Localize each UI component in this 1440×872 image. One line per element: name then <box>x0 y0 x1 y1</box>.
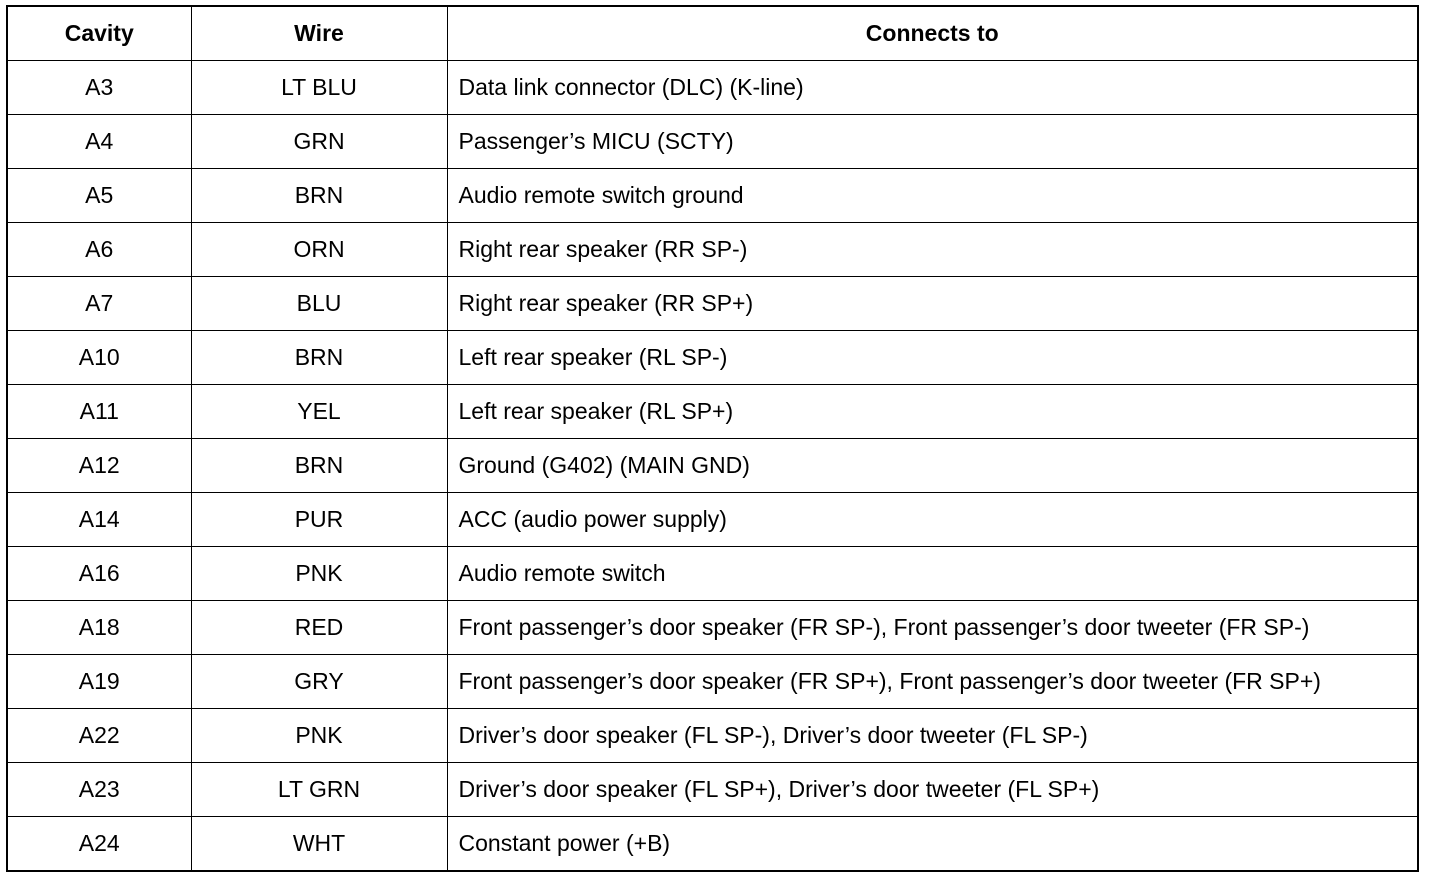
connects-to-cell: Front passenger’s door speaker (FR SP+), Front passenger’s door tweeter (FR SP+) <box>447 655 1418 709</box>
connects-to-cell: Audio remote switch ground <box>447 169 1418 223</box>
wire-cell: PNK <box>191 547 447 601</box>
wire-cell: BLU <box>191 277 447 331</box>
cavity-cell: A10 <box>7 331 191 385</box>
wire-cell: BRN <box>191 169 447 223</box>
table-row <box>7 223 1418 277</box>
header-wire: Wire <box>191 6 447 61</box>
connects-to-cell: Constant power (+B) <box>447 817 1418 872</box>
wire-cell: GRY <box>191 655 447 709</box>
table-row <box>7 331 1418 385</box>
table-row <box>7 277 1418 331</box>
connects-to-cell: ACC (audio power supply) <box>447 493 1418 547</box>
connects-to-cell: Driver’s door speaker (FL SP+), Driver’s door tweeter (FL SP+) <box>447 763 1418 817</box>
header-connects-to: Connects to <box>447 6 1418 61</box>
table-row <box>7 817 1418 872</box>
wire-cell: PNK <box>191 709 447 763</box>
table-row <box>7 385 1418 439</box>
table-row <box>7 709 1418 763</box>
cavity-cell: A22 <box>7 709 191 763</box>
connects-to-cell: Right rear speaker (RR SP-) <box>447 223 1418 277</box>
table-header <box>7 6 1418 61</box>
cavity-cell: A14 <box>7 493 191 547</box>
cavity-cell: A24 <box>7 817 191 872</box>
connects-to-cell: Passenger’s MICU (SCTY) <box>447 115 1418 169</box>
connects-to-cell: Ground (G402) (MAIN GND) <box>447 439 1418 493</box>
cavity-cell: A19 <box>7 655 191 709</box>
connects-to-cell: Data link connector (DLC) (K-line) <box>447 61 1418 115</box>
wire-cell: GRN <box>191 115 447 169</box>
connects-to-cell: Right rear speaker (RR SP+) <box>447 277 1418 331</box>
wire-cell: LT BLU <box>191 61 447 115</box>
header-cavity: Cavity <box>7 6 191 61</box>
table-row <box>7 547 1418 601</box>
table-row <box>7 115 1418 169</box>
connects-to-cell: Audio remote switch <box>447 547 1418 601</box>
cavity-cell: A5 <box>7 169 191 223</box>
table-row <box>7 439 1418 493</box>
wire-cell: LT GRN <box>191 763 447 817</box>
table-row <box>7 601 1418 655</box>
cavity-cell: A23 <box>7 763 191 817</box>
table-body <box>7 61 1418 872</box>
table-row <box>7 169 1418 223</box>
connector-pinout-table <box>6 5 1419 872</box>
table-row <box>7 763 1418 817</box>
wire-cell: WHT <box>191 817 447 872</box>
cavity-cell: A4 <box>7 115 191 169</box>
table-row <box>7 493 1418 547</box>
connects-to-cell: Front passenger’s door speaker (FR SP-), Front passenger’s door tweeter (FR SP-) <box>447 601 1418 655</box>
header-row <box>7 6 1418 61</box>
table-row <box>7 61 1418 115</box>
wire-cell: BRN <box>191 439 447 493</box>
cavity-cell: A16 <box>7 547 191 601</box>
connects-to-cell: Left rear speaker (RL SP-) <box>447 331 1418 385</box>
wire-cell: PUR <box>191 493 447 547</box>
cavity-cell: A6 <box>7 223 191 277</box>
cavity-cell: A11 <box>7 385 191 439</box>
cavity-cell: A12 <box>7 439 191 493</box>
cavity-cell: A3 <box>7 61 191 115</box>
table-row <box>7 655 1418 709</box>
wire-cell: YEL <box>191 385 447 439</box>
wire-cell: RED <box>191 601 447 655</box>
cavity-cell: A7 <box>7 277 191 331</box>
connects-to-cell: Left rear speaker (RL SP+) <box>447 385 1418 439</box>
cavity-cell: A18 <box>7 601 191 655</box>
wire-cell: ORN <box>191 223 447 277</box>
wire-cell: BRN <box>191 331 447 385</box>
connects-to-cell: Driver’s door speaker (FL SP-), Driver’s door tweeter (FL SP-) <box>447 709 1418 763</box>
